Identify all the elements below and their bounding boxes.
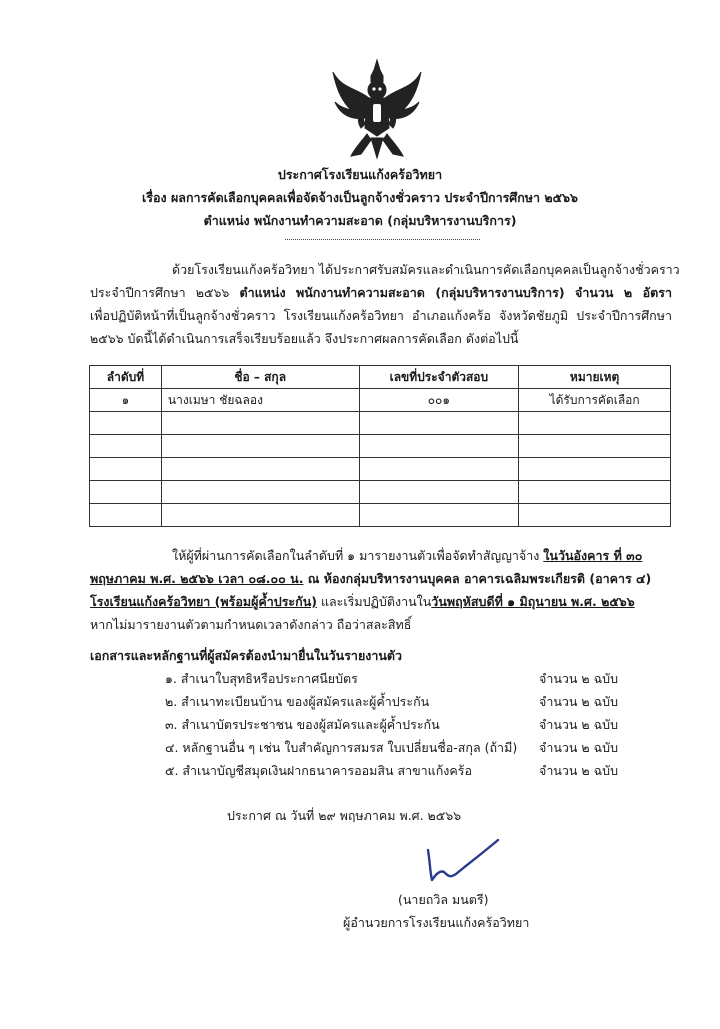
handwritten-signature-icon: [418, 838, 502, 886]
table-row: [90, 481, 671, 504]
document-item: ๒. สำเนาทะเบียนบ้าน ของผู้สมัครและผู้ค้ำประกัน: [165, 694, 430, 709]
table-header-row: [90, 366, 671, 389]
table-row: [90, 435, 671, 458]
intro-line-4: ๒๕๖๖ บัดนี้ได้ดำเนินการเสร็จเรียบร้อยแล้ว จึงประกาศผลการคัดเลือก ดังต่อไปนี้: [90, 331, 519, 346]
document-item: ๑. สำเนาใบสุทธิหรือประกาศนียบัตร: [165, 671, 358, 686]
cell-exam-id: ๐๐๑: [359, 389, 519, 412]
announcement-position: ตำแหน่ง พนักงานทำความสะอาด (กลุ่มบริหารงานบริการ): [203, 213, 517, 228]
report-line-2: พฤษภาคม พ.ศ. ๒๕๖๖ เวลา ๐๘.๐๐ น. ณ ห้องกลุ่มบริหารงานบุคคล อาคารเฉลิมพระเกียรติ (อาคาร ๔): [90, 571, 652, 586]
report-line-4: หากไม่มารายงานตัวตามกำหนดเวลาดังกล่าว ถือว่าสละสิทธิ์: [90, 617, 412, 632]
report-paragraph: [90, 544, 672, 636]
cell-name: นางเมษา ชัยฉลอง: [161, 389, 359, 412]
document-qty: จำนวน ๒ ฉบับ: [539, 740, 619, 755]
signer-name: (นายถวิล มนตรี): [398, 892, 489, 907]
table-row: [90, 458, 671, 481]
document-item: ๕. สำเนาบัญชีสมุดเงินฝากธนาคารออมสิน สาขาแก้งคร้อ: [165, 763, 472, 778]
signer-title: ผู้อำนวยการโรงเรียนแก้งคร้อวิทยา: [343, 915, 530, 930]
announcement-title: ประกาศโรงเรียนแก้งคร้อวิทยา: [277, 167, 443, 182]
cell-remark: ได้รับการคัดเลือก: [519, 389, 671, 412]
cell-order: ๑: [90, 389, 162, 412]
col-header-exam-id: เลขที่ประจำตัวสอบ: [359, 366, 519, 389]
table-row: [90, 504, 671, 527]
report-line-1: ให้ผู้ที่ผ่านการคัดเลือกในลำดับที่ ๑ มารายงานตัวเพื่อจัดทำสัญญาจ้าง ในวันอังคาร ที่ ๓๐: [172, 548, 643, 563]
intro-line-2: ประจำปีการศึกษา ๒๕๖๖ ตำแหน่ง พนักงานทำความสะอาด (กลุ่มบริหารงานบริการ) จำนวน ๒ อัตรา: [90, 285, 672, 300]
document-qty: จำนวน ๒ ฉบับ: [539, 694, 619, 709]
intro-paragraph: [90, 258, 680, 350]
report-line-3: โรงเรียนแก้งคร้อวิทยา (พร้อมผู้ค้ำประกัน) และเริ่มปฏิบัติงานในวันพฤหัสบดีที่ ๑ มิถุนายน พ.ศ. ๒๕๖๖: [90, 594, 635, 609]
announce-date: ประกาศ ณ วันที่ ๒๙ พฤษภาคม พ.ศ. ๒๕๖๖: [227, 808, 462, 823]
table-row: [90, 389, 671, 412]
intro-line-1: ด้วยโรงเรียนแก้งคร้อวิทยา ได้ประกาศรับสมัครและดำเนินการคัดเลือกบุคคลเป็นลูกจ้างชั่วคราว: [172, 262, 680, 277]
document-item: ๓. สำเนาบัตรประชาชน ของผู้สมัครและผู้ค้ำประกัน: [165, 717, 440, 732]
garuda-emblem-icon: [331, 58, 423, 160]
results-table: [89, 365, 671, 527]
col-header-order: ลำดับที่: [90, 366, 162, 389]
document-qty: จำนวน ๒ ฉบับ: [539, 763, 619, 778]
intro-line-3: เพื่อปฏิบัติหน้าที่เป็นลูกจ้างชั่วคราว โรงเรียนแก้งคร้อวิทยา อำเภอแก้งคร้อ จังหวัดชัยภูมิ ประจำปีการศึกษา: [90, 308, 672, 323]
col-header-name: ชื่อ – สกุล: [161, 366, 359, 389]
col-header-remark: หมายเหตุ: [519, 366, 671, 389]
separator-dots: [285, 239, 480, 240]
table-row: [90, 412, 671, 435]
announcement-subject: เรื่อง ผลการคัดเลือกบุคคลเพื่อจัดจ้างเป็นลูกจ้างชั่วคราว ประจำปีการศึกษา ๒๕๖๖: [142, 190, 578, 205]
document-qty: จำนวน ๒ ฉบับ: [539, 671, 619, 686]
document-qty: จำนวน ๒ ฉบับ: [539, 717, 619, 732]
document-item: ๔. หลักฐานอื่น ๆ เช่น ใบสำคัญการสมรส ใบเปลี่ยนชื่อ-สกุล (ถ้ามี): [165, 740, 518, 755]
documents-heading: เอกสารและหลักฐานที่ผู้สมัครต้องนำมายื่นในวันรายงานตัว: [90, 648, 403, 663]
